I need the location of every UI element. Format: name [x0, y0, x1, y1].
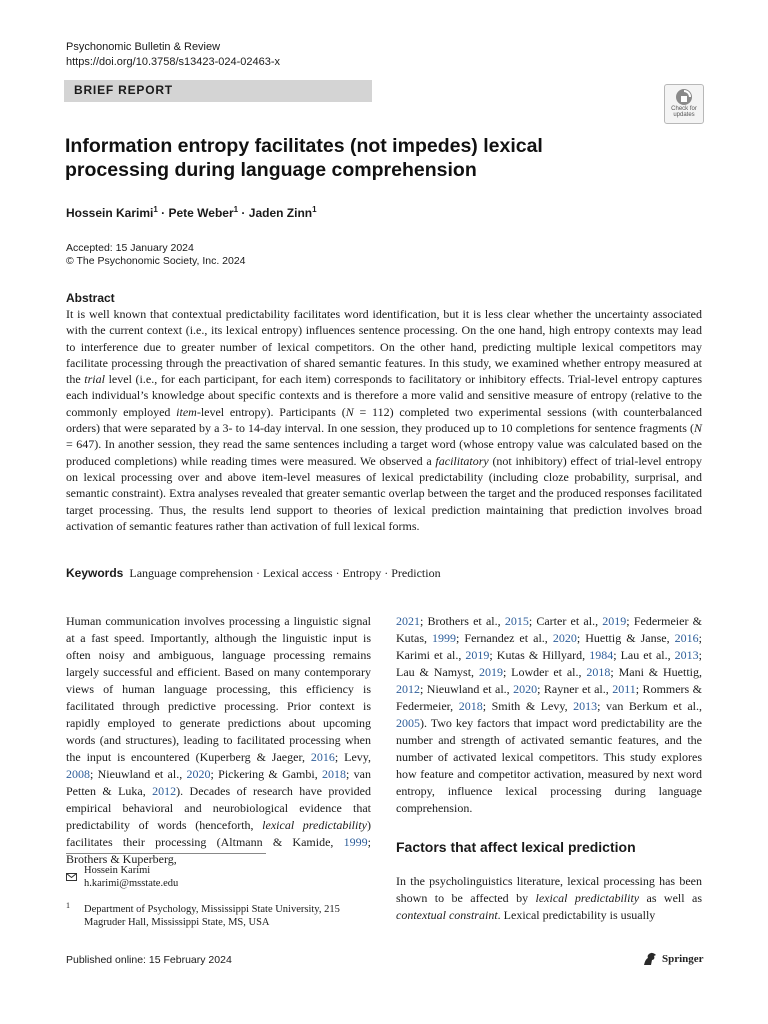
section-heading: Factors that affect lexical prediction [396, 839, 636, 855]
author-name[interactable]: Jaden Zinn [248, 206, 313, 220]
copyright-notice: © The Psychonomic Society, Inc. 2024 [66, 255, 246, 267]
publisher-name: Springer [662, 953, 704, 965]
affiliation-number: 1 [66, 901, 70, 910]
doi-link[interactable]: https://doi.org/10.3758/s13423-024-02463-x [66, 56, 281, 68]
citation-link[interactable]: 2008 [66, 767, 90, 781]
check-updates-line1: Check for [671, 106, 697, 112]
author-name[interactable]: Hossein Karimi [66, 206, 154, 220]
citation-link[interactable]: 2012 [152, 784, 177, 798]
citation-link[interactable]: 2012 [396, 682, 420, 696]
corresponding-author-name: Hossein Karimi [84, 865, 151, 876]
citation-link[interactable]: 2011 [612, 682, 636, 696]
keywords [66, 566, 441, 581]
citation-link[interactable]: 2016 [674, 631, 699, 645]
citation-link[interactable]: 1999 [432, 631, 457, 645]
check-updates-line2: updates [673, 112, 695, 118]
footnote-divider [66, 853, 266, 854]
author-affiliation: 1 [233, 205, 239, 214]
citation-link[interactable]: 2019 [478, 665, 503, 679]
citation-link[interactable]: 2015 [504, 614, 529, 628]
citation-link[interactable]: 2013 [674, 648, 699, 662]
citation-link[interactable]: 2020 [552, 631, 577, 645]
article-type-bar [64, 80, 372, 102]
accepted-date: Accepted: 15 January 2024 [66, 242, 194, 254]
citation-link[interactable]: 2018 [586, 665, 611, 679]
article-type-label: BRIEF REPORT [74, 83, 173, 97]
citation-link[interactable]: 2016 [310, 750, 335, 764]
keywords-label: Keywords [66, 566, 124, 580]
body-column-right: 2021; Brothers et al., 2015; Carter et al., 2019; Federmeier & Kutas, 1999; Fernandez et al., 2020; Huettig & Janse, 2016; Karimi et al., 2019; Kutas & Hillyard, 1984; Lau et al., 2013; Lau & Namyst, 2019; Lowder et al., 2018; Mani & Huettig, 2012; Nieuwland et al., 2020; Rayner et al., 2011; Rommers & Federmeier, 2018; Smith & Levy, 2013; van Berkum et al., 2005). Two key factors that impact word predictability are the number and strength of activated semantic features, and the number of activated lexical competitors. This study explores how feature and competitor activation, measured by next word entropy, influence lexical processing during language comprehension. [396, 614, 703, 815]
affiliation-text: Department of Psychology, Mississippi State University, 215 Magruder Hall, Mississippi State, MS, USA [84, 904, 340, 928]
abstract-heading: Abstract [66, 291, 115, 305]
citation-link[interactable]: 2013 [573, 699, 598, 713]
body-column-left: Human communication involves processing a linguistic signal at a fast speed. Importantly, although the linguistic input is often noisy and ambiguous, language processing remains largely successful and efficient. Based on many contemporary views of human language processing, this efficiency is facilitated through predictive processing. Prior context is rapidly employed to generate predictions about upcoming words (and structures), leading to facilitated processing when the input is encountered (Kuperberg & Jaeger, 2016; Levy, 2008; Nieuwland et al., 2020; Pickering & Gambi, 2018; van Petten & Luka, 2012). Decades of research have provided empirical behavioral and neurobiological evidence that predictability of words (henceforth, lexical predictability) facilitates their processing (Altmann & Kamide, 1999; Brothers & Kuperberg, [66, 614, 371, 866]
citation-link[interactable]: 2019 [465, 648, 490, 662]
author-list: Hossein Karimi$^1$ · Pete Weber$^1$ · Jaden Zinn$^1$ [66, 205, 317, 220]
citation-link[interactable]: 2005 [396, 716, 420, 730]
paper-title: Information entropy facilitates (not impedes) lexical processing during language comprehension [65, 135, 543, 181]
author-affiliation: 1 [312, 205, 317, 214]
journal-name: Psychonomic Bulletin & Review [66, 41, 221, 53]
abstract-body: It is well known that contextual predictability facilitates word identification, but it is less clear whether the uncertainty associated with the current context (i.e., its lexical entropy) influences sentence processing. On the one hand, high entropy contexts may lead to interference due to greater number of lexical competitors. On the other hand, predicting multiple lexical competitors may facilitate processing through the preactivation of shared semantic features. In this study, we examined whether entropy measured at the trial level (i.e., for each participant, for each item) corresponds to facilitatory or inhibitory effects. Trial-level entropy captures each individual’s knowledge about specific contexts and is therefore a more valid and sensitive measure of entropy (relative to the commonly employed item-level entropy). Participants (N = 112) completed two experimental sessions (with counterbalanced orders) that were separated by a 3- to 14-day interval. In one session, they produced up to 10 completions for sentence fragments (N = 647). In another session, they read the same sentences including a target word (whose entropy value was calculated based on the produced completions) while reading times were measured. We observed a facilitatory (not inhibitory) effect of trial-level entropy on lexical processing over and above item-level measures of lexical predictability (including cloze probability, surprisal, and semantic constraint). Extra analyses revealed that greater semantic overlap between the target and the produced responses facilitated target processing. Thus, the results lend support to theories of lexical prediction maintaining that prediction involves broad activation of semantic features rather than activation of full lexical forms. [66, 307, 702, 533]
section-body: In the psycholinguistics literature, lexical processing has been shown to be affected by lexical predictability as well as contextual constraint. Lexical predictability is usually [396, 874, 703, 922]
author-affiliation: 1 [153, 205, 158, 214]
citation-link[interactable]: 2019 [602, 614, 627, 628]
keywords-text: Language comprehension · Lexical access · Entropy · Prediction [129, 566, 441, 580]
citation-link[interactable]: 1984 [589, 648, 614, 662]
published-online-date: Published online: 15 February 2024 [66, 954, 232, 966]
citation-link[interactable]: 2018 [322, 767, 347, 781]
corresponding-author-email[interactable]: h.karimi@msstate.edu [84, 878, 179, 889]
citation-link[interactable]: 2020 [513, 682, 538, 696]
author-name[interactable]: Pete Weber [168, 206, 234, 220]
citation-link[interactable]: 2018 [458, 699, 483, 713]
publisher-logo [642, 952, 704, 966]
email-envelope-icon [66, 866, 77, 885]
springer-horse-icon [642, 952, 658, 966]
citation-link[interactable]: 2020 [186, 767, 211, 781]
check-for-updates-badge[interactable] [664, 84, 704, 124]
citation-link[interactable]: 1999 [343, 835, 368, 849]
citation-link[interactable]: 2021 [396, 614, 420, 628]
check-for-updates-icon [675, 88, 693, 106]
